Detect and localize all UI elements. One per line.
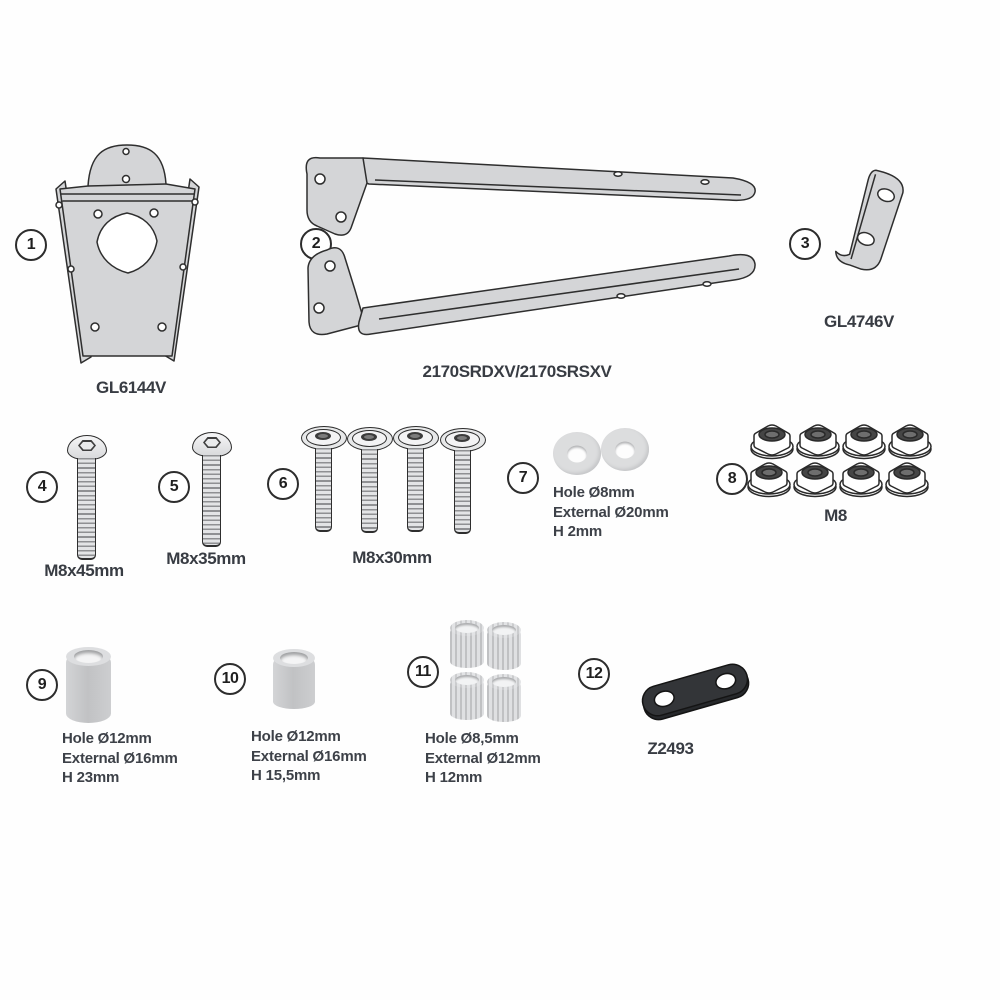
part-7-spec [553,483,669,542]
flange-nuts-illustration [742,419,942,507]
part-4-badge: 4 [26,471,58,503]
spec-line: External Ø20mm [553,503,669,521]
part-3-badge: 3 [789,228,821,260]
spec-line: External Ø16mm [62,749,178,767]
part-8-label: M8 [824,506,847,525]
part-10-spec [251,727,367,786]
spec-line: Hole Ø12mm [251,728,341,745]
spacer-h23-illustration [66,647,111,723]
bracket-plate-illustration [50,137,205,367]
part-1-label: GL6144V [96,378,166,397]
spec-line: Hole Ø12mm [62,730,152,747]
part-7-badge: 7 [507,462,539,494]
strap-bracket-illustration [818,166,926,278]
part-3-label: GL4746V [824,312,894,331]
part-4-label: M8x45mm [44,561,124,580]
part-11-badge: 11 [407,656,439,688]
spec-line: H 2mm [553,523,603,540]
part-5-badge: 5 [158,471,190,503]
flanged-bolt-illustration [301,426,345,532]
part-6-badge: 6 [267,468,299,500]
part-5-label: M8x35mm [166,549,246,568]
link-plate-illustration [633,652,757,728]
spec-line: External Ø12mm [425,749,541,767]
part-1-badge: 1 [15,229,47,261]
part-8-badge: 8 [716,463,748,495]
part-12-badge: 12 [578,658,610,690]
spec-line: H 12mm [425,769,483,786]
spec-line: External Ø16mm [251,747,367,765]
part-11-spec [425,729,541,788]
spec-line: Hole Ø8,5mm [425,730,519,747]
part-10-badge: 10 [214,663,246,695]
bolt-m8x45-illustration [67,435,105,560]
bolt-m8x35-illustration [192,432,230,547]
part-12-label: Z2493 [647,739,694,758]
spec-line: H 23mm [62,769,120,786]
side-rails-illustration [293,138,768,346]
part-2-label: 2170SRDXV/2170SRSXV [422,362,612,381]
flanged-bolt-illustration [440,428,484,534]
part-9-spec [62,729,178,788]
part-9-badge: 9 [26,669,58,701]
flanged-bolt-illustration [347,427,391,533]
part-6-label: M8x30mm [352,548,432,567]
part-2-badge: 2 [300,228,332,260]
spacer-h15-illustration [273,649,315,709]
spec-line: H 15,5mm [251,767,321,784]
spec-line: Hole Ø8mm [553,484,635,501]
flanged-bolt-illustration [393,426,437,532]
